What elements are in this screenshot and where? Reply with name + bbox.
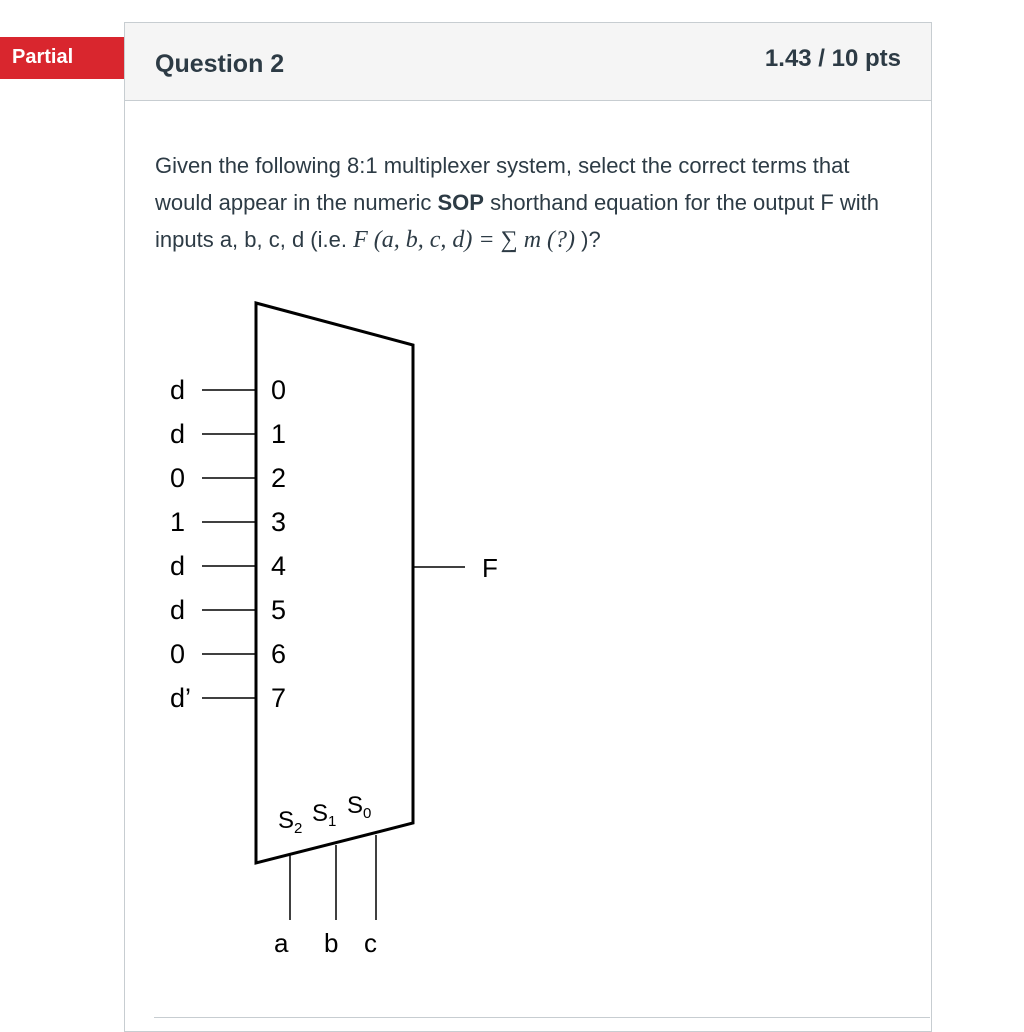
input-index-label: 3 — [271, 507, 287, 537]
prompt-math-expression: F (a, b, c, d) = ∑ m (?) — [353, 227, 576, 253]
input-index-label: 2 — [271, 463, 287, 493]
status-badge — [0, 37, 142, 79]
input-value-label: 0 — [170, 463, 186, 493]
output-label: F — [482, 553, 498, 583]
question-prompt — [155, 147, 885, 259]
mux-diagram — [150, 295, 510, 960]
select-input-label: b — [324, 928, 339, 958]
input-index-label: 4 — [271, 551, 287, 581]
question-title: Question 2 — [155, 50, 285, 78]
select-subscript: 1 — [328, 813, 337, 830]
select-subscript: 0 — [363, 805, 372, 822]
input-value-label: d — [170, 551, 186, 581]
prompt-text-2: shorthand equation for the output F with inputs a, b, c, d (i.e. — [155, 190, 880, 252]
select-label: $S_2$ — [278, 807, 303, 837]
input-value-label: d — [170, 375, 186, 405]
input-index-label: 7 — [271, 683, 287, 713]
question-points: 1.43 / 10 pts — [764, 45, 901, 72]
select-input-label: a — [274, 928, 289, 958]
input-value-label: 0 — [170, 639, 186, 669]
select-subscript: 2 — [294, 820, 303, 837]
prompt-bold-term: SOP — [437, 190, 484, 215]
input-value-label: d’ — [170, 683, 192, 713]
select-input-label: c — [364, 928, 377, 958]
status-badge-label: Partial — [12, 46, 74, 68]
input-value-label: d — [170, 419, 186, 449]
select-label: $S_1$ — [312, 800, 337, 830]
input-index-label: 5 — [271, 595, 287, 625]
input-index-label: 6 — [271, 639, 287, 669]
prompt-text: Given the following 8:1 multiplexer system, select the correct terms that would appear in the numeric — [155, 153, 850, 215]
input-value-label: d — [170, 595, 186, 625]
question-header — [125, 23, 931, 101]
divider — [154, 1017, 930, 1018]
select-label: $S_0$ — [347, 792, 372, 822]
input-index-label: 0 — [271, 375, 287, 405]
input-index-label: 1 — [271, 419, 287, 449]
input-value-label: 1 — [170, 507, 186, 537]
mux-selects — [274, 792, 377, 958]
prompt-text-3: )? — [575, 227, 601, 252]
